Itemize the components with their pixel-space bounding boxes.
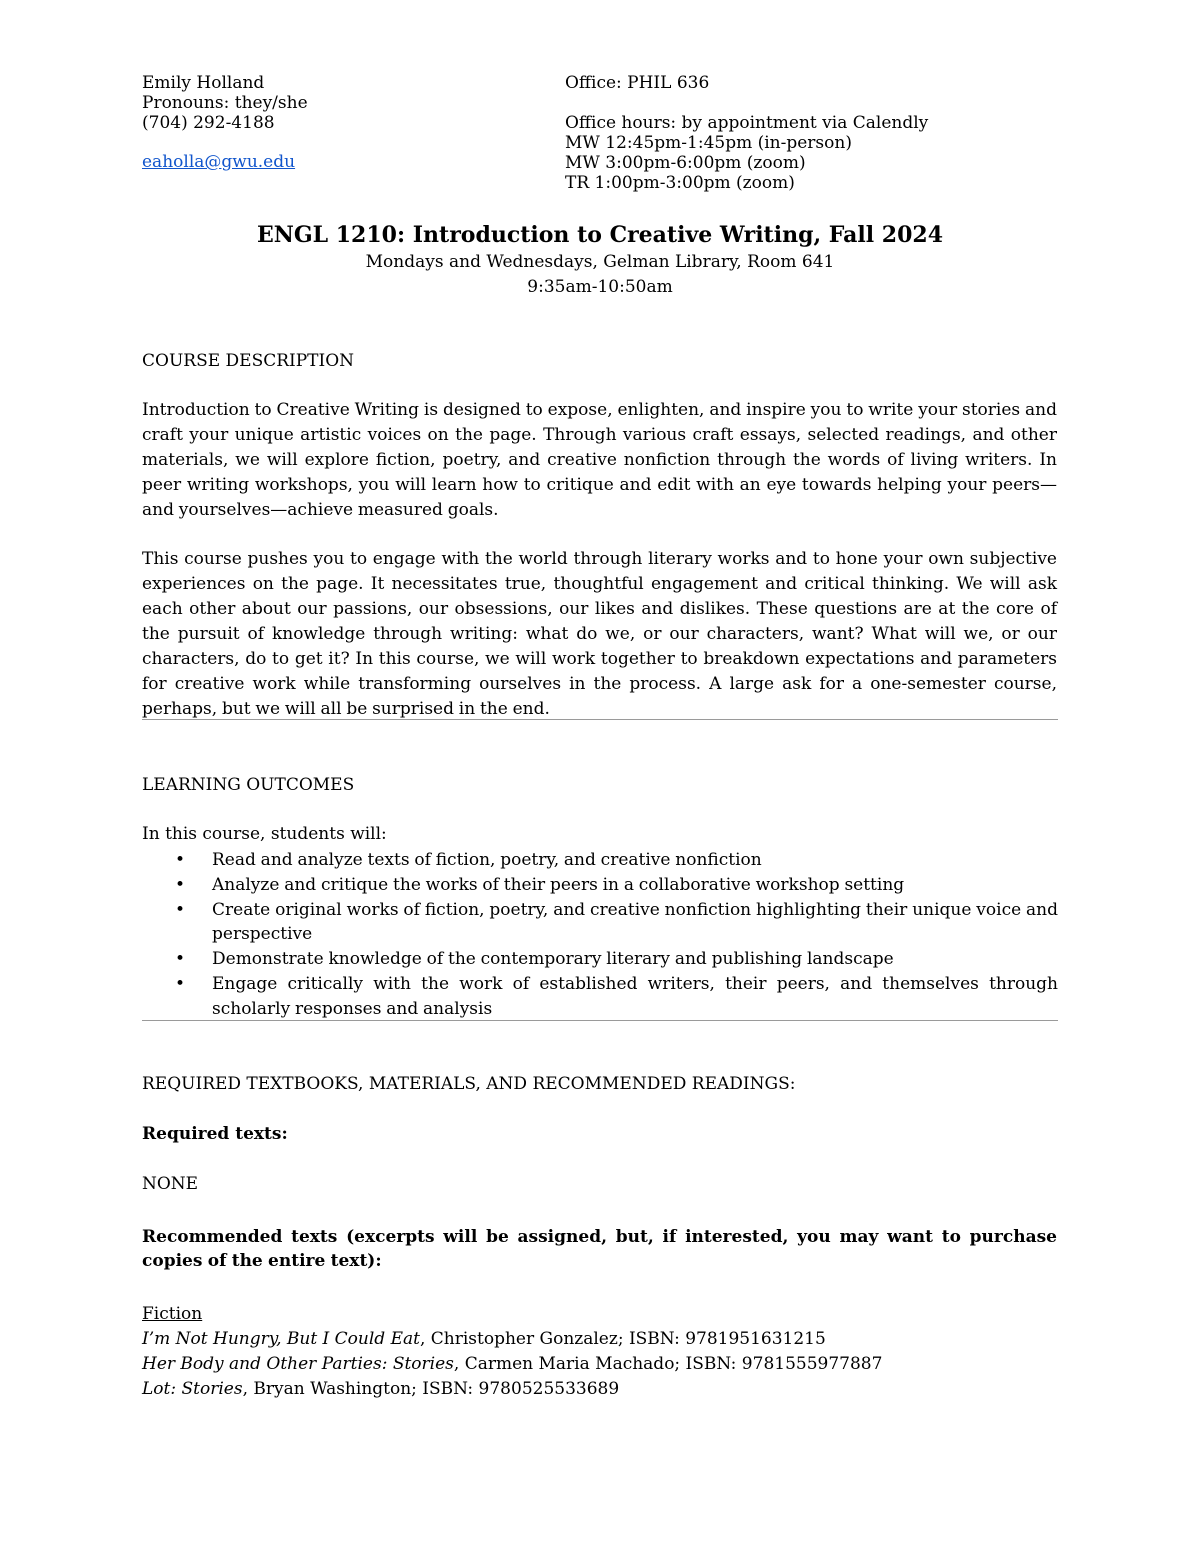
recommended-texts-label: Recommended texts (excerpts will be assigned, but, if interested, you may want to purchase copies of the entire text): [142, 1227, 1057, 1271]
bullet-icon: • [175, 874, 186, 895]
book-details: , Carmen Maria Machado; ISBN: 9781555977887 [453, 1354, 883, 1374]
list-item [142, 947, 1058, 972]
list-item [142, 848, 1058, 873]
book-entry [142, 1377, 882, 1402]
book-entry [142, 1352, 882, 1377]
bullet-icon: • [175, 899, 186, 920]
section-divider [142, 719, 1058, 720]
course-time: 9:35am-10:50am [527, 277, 673, 297]
learning-outcomes-heading: LEARNING OUTCOMES [142, 775, 355, 795]
office-location: Office: PHIL 636 [565, 73, 710, 93]
book-title: Her Body and Other Parties: Stories [142, 1354, 454, 1374]
list-item-text: Create original works of fiction, poetry, and creative nonfiction highlighting their unique voice and perspective [212, 899, 1058, 945]
course-description-heading: COURSE DESCRIPTION [142, 351, 355, 371]
instructor-email-link[interactable]: eaholla@gwu.edu [142, 152, 296, 172]
office-info [565, 73, 928, 193]
list-item-text: Engage critically with the work of established writers, their peers, and themselves through scholarly responses and analysis [212, 973, 1058, 1019]
course-description-paragraph: This course pushes you to engage with the world through literary works and to hone your own subjective experiences on the page. It necessitates true, thoughtful engagement and critical thinking. We will ask each other about our passions, our obsessions, our likes and dislikes. These questions are at the core of the pursuit of knowledge through writing: what do we, or our characters, want? What will we, or our characters, do to get it? In this course, we will work together to breakdown expectations and parameters for creative work while transforming ourselves in the process. A large ask for a one-semester course, perhaps, but we will all be surprised in the end. [142, 549, 1057, 719]
instructor-contact [142, 73, 308, 172]
list-item [142, 972, 1058, 1022]
list-item-text: Read and analyze texts of fiction, poetry, and creative nonfiction [212, 850, 762, 870]
course-location: Mondays and Wednesdays, Gelman Library, Room 641 [365, 252, 835, 272]
instructor-name: Emily Holland [142, 73, 265, 93]
office-hours-slot: MW 3:00pm-6:00pm (zoom) [565, 153, 806, 173]
office-hours-slot: TR 1:00pm-3:00pm (zoom) [565, 173, 795, 193]
learning-outcomes-list [142, 848, 1058, 1022]
office-hours-label: Office hours: by appointment via Calendly [565, 113, 929, 133]
bullet-icon: • [175, 973, 186, 994]
book-entry [142, 1327, 882, 1352]
fiction-reading-list [142, 1302, 882, 1402]
fiction-label: Fiction [142, 1304, 203, 1324]
list-item [142, 873, 1058, 898]
course-description-paragraph: Introduction to Creative Writing is designed to expose, enlighten, and inspire you to write your stories and craft your unique artistic voices on the page. Through various craft essays, selected readings, and other materials, we will explore fiction, poetry, and creative nonfiction through the words of living writers. In peer writing workshops, you will learn how to critique and edit with an eye towards helping your peers—and yourselves—achieve measured goals. [142, 400, 1057, 520]
course-title: ENGL 1210: Introduction to Creative Writing, Fall 2024 [256, 222, 944, 248]
bullet-icon: • [175, 949, 186, 970]
instructor-phone: (704) 292-4188 [142, 113, 275, 133]
learning-outcomes-intro: In this course, students will: [142, 824, 387, 844]
required-texts-label: Required texts: [142, 1124, 288, 1144]
list-item-text: Demonstrate knowledge of the contemporary literary and publishing landscape [212, 949, 894, 970]
book-title: I’m Not Hungry, But I Could Eat [142, 1329, 420, 1349]
bullet-icon: • [175, 850, 186, 870]
list-item [142, 898, 1058, 948]
instructor-pronouns: Pronouns: they/she [142, 93, 308, 113]
materials-heading: REQUIRED TEXTBOOKS, MATERIALS, AND RECOMMENDED READINGS: [142, 1074, 796, 1094]
office-hours-slot: MW 12:45pm-1:45pm (in-person) [565, 133, 852, 153]
list-item-text: Analyze and critique the works of their peers in a collaborative workshop setting [212, 874, 905, 895]
book-details: , Bryan Washington; ISBN: 9780525533689 [242, 1379, 620, 1399]
book-details: , Christopher Gonzalez; ISBN: 9781951631215 [419, 1329, 826, 1349]
section-divider [142, 1020, 1058, 1021]
required-texts-value: NONE [142, 1174, 199, 1194]
book-title: Lot: Stories [142, 1379, 243, 1399]
